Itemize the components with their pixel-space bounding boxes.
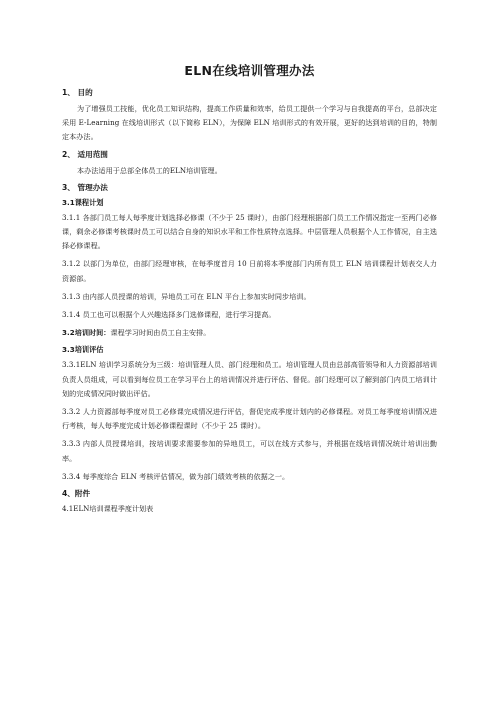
clause-3-3-1: 3.3.1ELN 培训学习系统分为三级：培训管理人员、部门经理和员工。培训管理人员由总部高管领导和人力资源部培训负责人员组成，可以看到每位员工在学习平台上的培训情况并进行评估、督促。部门经理可以了解到部门内员工培训计划的完成情况同时做出评估。 — [62, 360, 437, 398]
document-page — [62, 62, 437, 515]
section-3-2-label: 3.2培训时间： — [62, 328, 111, 338]
section-3-1-heading: 3.1课程计划 — [62, 197, 104, 207]
section-2-body: 本办法适用于总部全体员工的ELN培训管理。 — [77, 165, 222, 175]
section-4-heading: 4、附件 — [62, 489, 91, 499]
clause-3-3-3: 3.3.3 内部人员授课培训，按培训要求需要参加的异地员工，可以在线方式参与，并根据在线培训情况统计培训出勤率。 — [62, 439, 437, 463]
section-3-2-text: 课程学习时间由员工自主安排。 — [110, 328, 211, 338]
clause-3-1-3: 3.1.3 由内部人员授课的培训，异地员工可在 ELN 平台上参加实时同步培训。 — [62, 291, 311, 301]
clause-3-1-4: 3.1.4 员工也可以根据个人兴趣选择多门选修课程，进行学习提高。 — [62, 310, 276, 320]
clause-3-3-2: 3.3.2 人力资源部每季度对员工必修课完成情况进行评估，督促完成季度计划内的必修课程。对员工每季度培训情况进行考核，每人每季度完成计划必修课程课时（不少于 25 课时）。 — [62, 407, 437, 431]
document-title: ELN在线培训管理办法 — [184, 63, 315, 78]
section-3-2 — [62, 326, 437, 340]
section-2-heading: 2、 适用范围 — [62, 149, 108, 159]
attachment-item: 4.1ELN培训课程季度计划表 — [62, 504, 154, 514]
section-3-heading: 3、 管理办法 — [62, 182, 108, 192]
clause-3-3-4: 3.3.4 每季度综合 ELN 考核评估情况，做为部门绩效考核的依据之一。 — [62, 471, 290, 481]
section-3-3-heading: 3.3培训评估 — [62, 345, 104, 355]
clause-3-1-2: 3.1.2 以部门为单位，由部门经理审核，在每季度首月 10 日前将本季度部门内所有员工 ELN 培训课程计划表交人力资源部。 — [62, 259, 437, 283]
section-1-body: 为了增强员工技能，优化员工知识结构，提高工作质量和效率，给员工提供一个学习与自我提高的平台，总部决定采用 E-Learning 在线培训形式（以下简称 ELN），为保障 ELN 培训形式的有效开展，更好的达到培训的目的，特制定本办法。 — [62, 104, 437, 142]
clause-3-1-1: 3.1.1 各部门员工每人每季度计划选择必修课（不少于 25 课时），由部门经理根据部门员工工作情况指定一至两门必修课，剩余必修课考核课时员工可以结合自身的知识水平和工作性质特点选择。中层管理人员根据个人工作情况，自主选择必修课程。 — [62, 212, 437, 251]
section-1-heading: 1、 目的 — [62, 88, 93, 97]
